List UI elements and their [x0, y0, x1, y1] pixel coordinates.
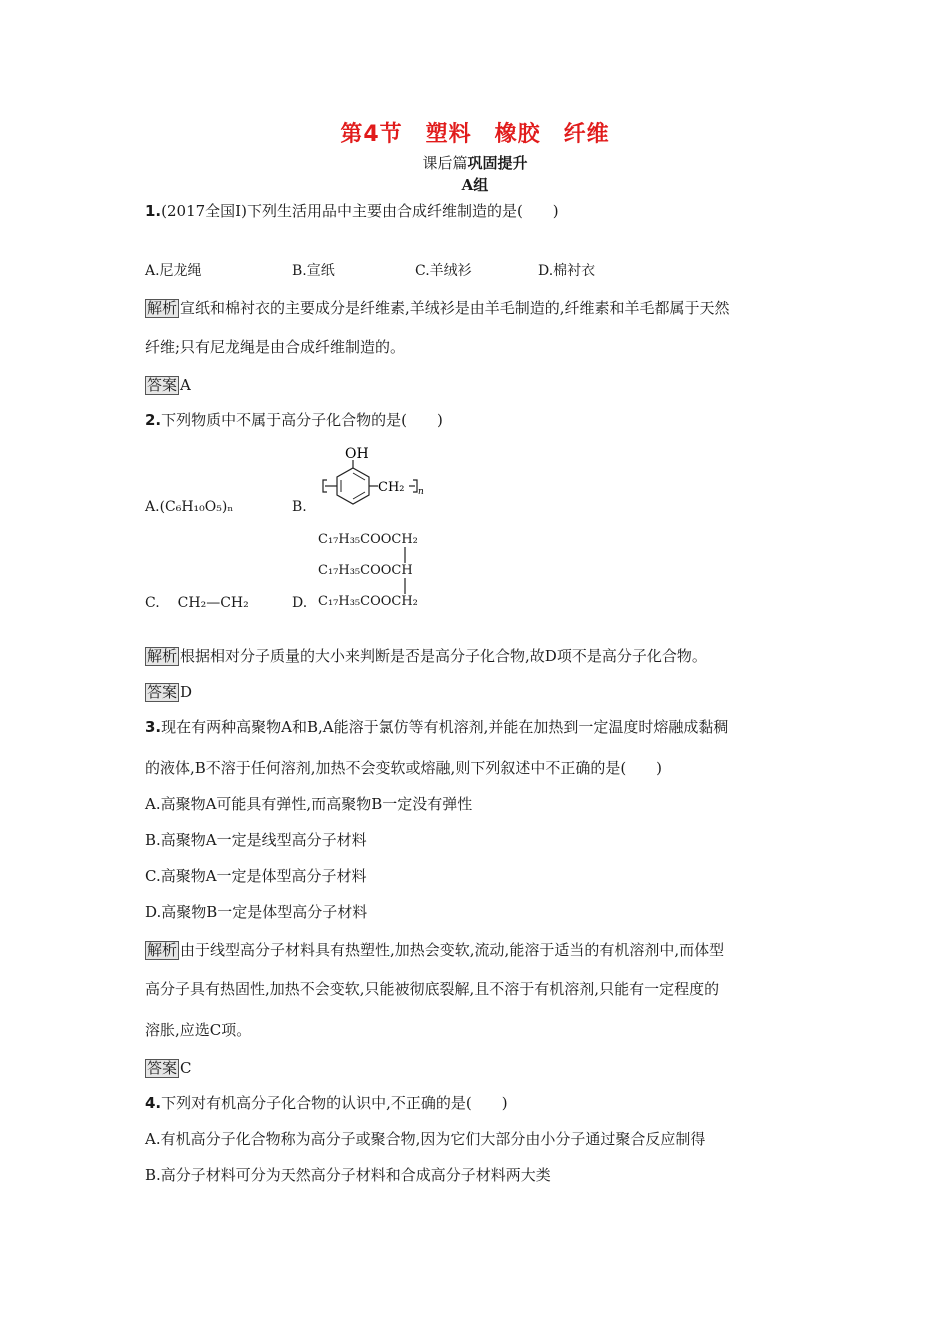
question-4-text: 下列对有机高分子化合物的认识中,不正确的是( ): [161, 1094, 508, 1112]
question-4-stem: [145, 1096, 508, 1111]
q3-option-c: C.高聚物A一定是体型高分子材料: [145, 867, 367, 885]
question-3-stem: [145, 720, 728, 735]
q2-option-c-label: C.: [145, 595, 160, 611]
q3-analysis-line2: 高分子具有热固性,加热不会变软,只能被彻底裂解,且不溶于有机溶剂,只能有一定程度的: [145, 980, 720, 998]
q2-option-b-label: B.: [292, 499, 307, 515]
page-title: 第4节 塑料 橡胶 纤维: [340, 122, 610, 147]
ch2-group: CH₂: [378, 480, 405, 495]
q2-analysis-text: 根据相对分子质量的大小来判断是否是高分子化合物,故D项不是高分子化合物。: [180, 647, 707, 665]
question-3-text-line2: 的液体,B不溶于任何溶剂,加热不会变软或熔融,则下列叙述中不正确的是( ): [145, 759, 663, 777]
subtitle-bold: 巩固提升: [467, 154, 528, 172]
q4-option-a: A.有机高分子化合物称为高分子或聚合物,因为它们大部分由小分子通过聚合反应制得: [145, 1130, 706, 1148]
group-label: A组: [461, 176, 489, 194]
glycerol-bonds: [400, 545, 410, 597]
q1-option-b: B.宣纸: [292, 263, 335, 279]
q2-option-b-structure: [318, 440, 433, 520]
analysis-tag: 解析: [147, 299, 178, 317]
question-3-text-line1: 现在有两种高聚物A和B,A能溶于氯仿等有机溶剂,并能在加热到一定温度时熔融成黏稠: [161, 718, 729, 736]
q1-answer: [145, 376, 191, 395]
question-3-number: 3.: [145, 718, 162, 736]
q3-analysis-line1: 由于线型高分子材料具有热塑性,加热会变软,流动,能溶于适当的有机溶剂中,而体型: [180, 941, 725, 959]
q2-answer: [145, 683, 192, 702]
q1-option-c: C.羊绒衫: [415, 263, 472, 279]
subtitle-plain: 课后篇: [422, 154, 468, 172]
q3-analysis: [145, 941, 724, 960]
q2-option-c: [145, 596, 249, 610]
q2-option-d-line1: C₁₇H₃₅COOCH₂: [318, 532, 418, 547]
q2-analysis: [145, 647, 707, 666]
q3-option-b: B.高聚物A一定是线型高分子材料: [145, 831, 367, 849]
q3-analysis-line3: 溶胀,应选C项。: [145, 1021, 252, 1039]
q2-option-a-label: A.: [145, 499, 160, 515]
answer-tag: 答案: [147, 1059, 178, 1077]
q3-option-a: A.高聚物A可能具有弹性,而高聚物B一定没有弹性: [145, 795, 473, 813]
analysis-tag: 解析: [147, 941, 178, 959]
question-2-stem: [145, 413, 443, 428]
question-4-number: 4.: [145, 1094, 162, 1112]
q2-answer-value: D: [180, 683, 193, 701]
q1-analysis-line1: 宣纸和棉衬衣的主要成分是纤维素,羊绒衫是由羊毛制造的,纤维素和羊毛都属于天然: [180, 299, 730, 317]
q3-answer: [145, 1059, 192, 1078]
question-2-number: 2.: [145, 411, 162, 429]
question-1-number: 1.: [145, 202, 162, 220]
q1-option-a: A.尼龙绳: [145, 263, 202, 279]
question-1-stem: [145, 204, 559, 219]
answer-tag: 答案: [147, 683, 178, 701]
q2-option-d-line3: C₁₇H₃₅COOCH₂: [318, 594, 418, 609]
section-subtitle: [0, 156, 950, 171]
q1-analysis-line2: 纤维;只有尼龙绳是由合成纤维制造的。: [145, 338, 406, 356]
q1-option-d: D.棉衬衣: [538, 263, 596, 279]
q2-option-a: [145, 500, 233, 514]
question-1-text: (2017全国Ⅰ)下列生活用品中主要由合成纤维制造的是( ): [161, 202, 559, 220]
q3-option-d: D.高聚物B一定是体型高分子材料: [145, 903, 368, 921]
q2-option-d-label: D.: [292, 595, 308, 611]
oh-group: OH: [345, 446, 369, 462]
q1-analysis: [145, 299, 730, 318]
question-2-text: 下列物质中不属于高分子化合物的是( ): [161, 411, 443, 429]
analysis-tag: 解析: [147, 647, 178, 665]
q4-option-b: B.高分子材料可分为天然高分子材料和合成高分子材料两大类: [145, 1166, 551, 1184]
q2-option-a-formula: (C₆H₁₀O₅)ₙ: [159, 499, 234, 515]
q3-answer-value: C: [180, 1059, 192, 1077]
repeat-n: n: [418, 487, 424, 497]
q1-answer-value: A: [180, 376, 191, 394]
q2-option-d-line2: C₁₇H₃₅COOCH: [318, 563, 413, 578]
answer-tag: 答案: [147, 376, 178, 394]
q2-option-c-formula: CH₂—CH₂: [177, 595, 249, 611]
